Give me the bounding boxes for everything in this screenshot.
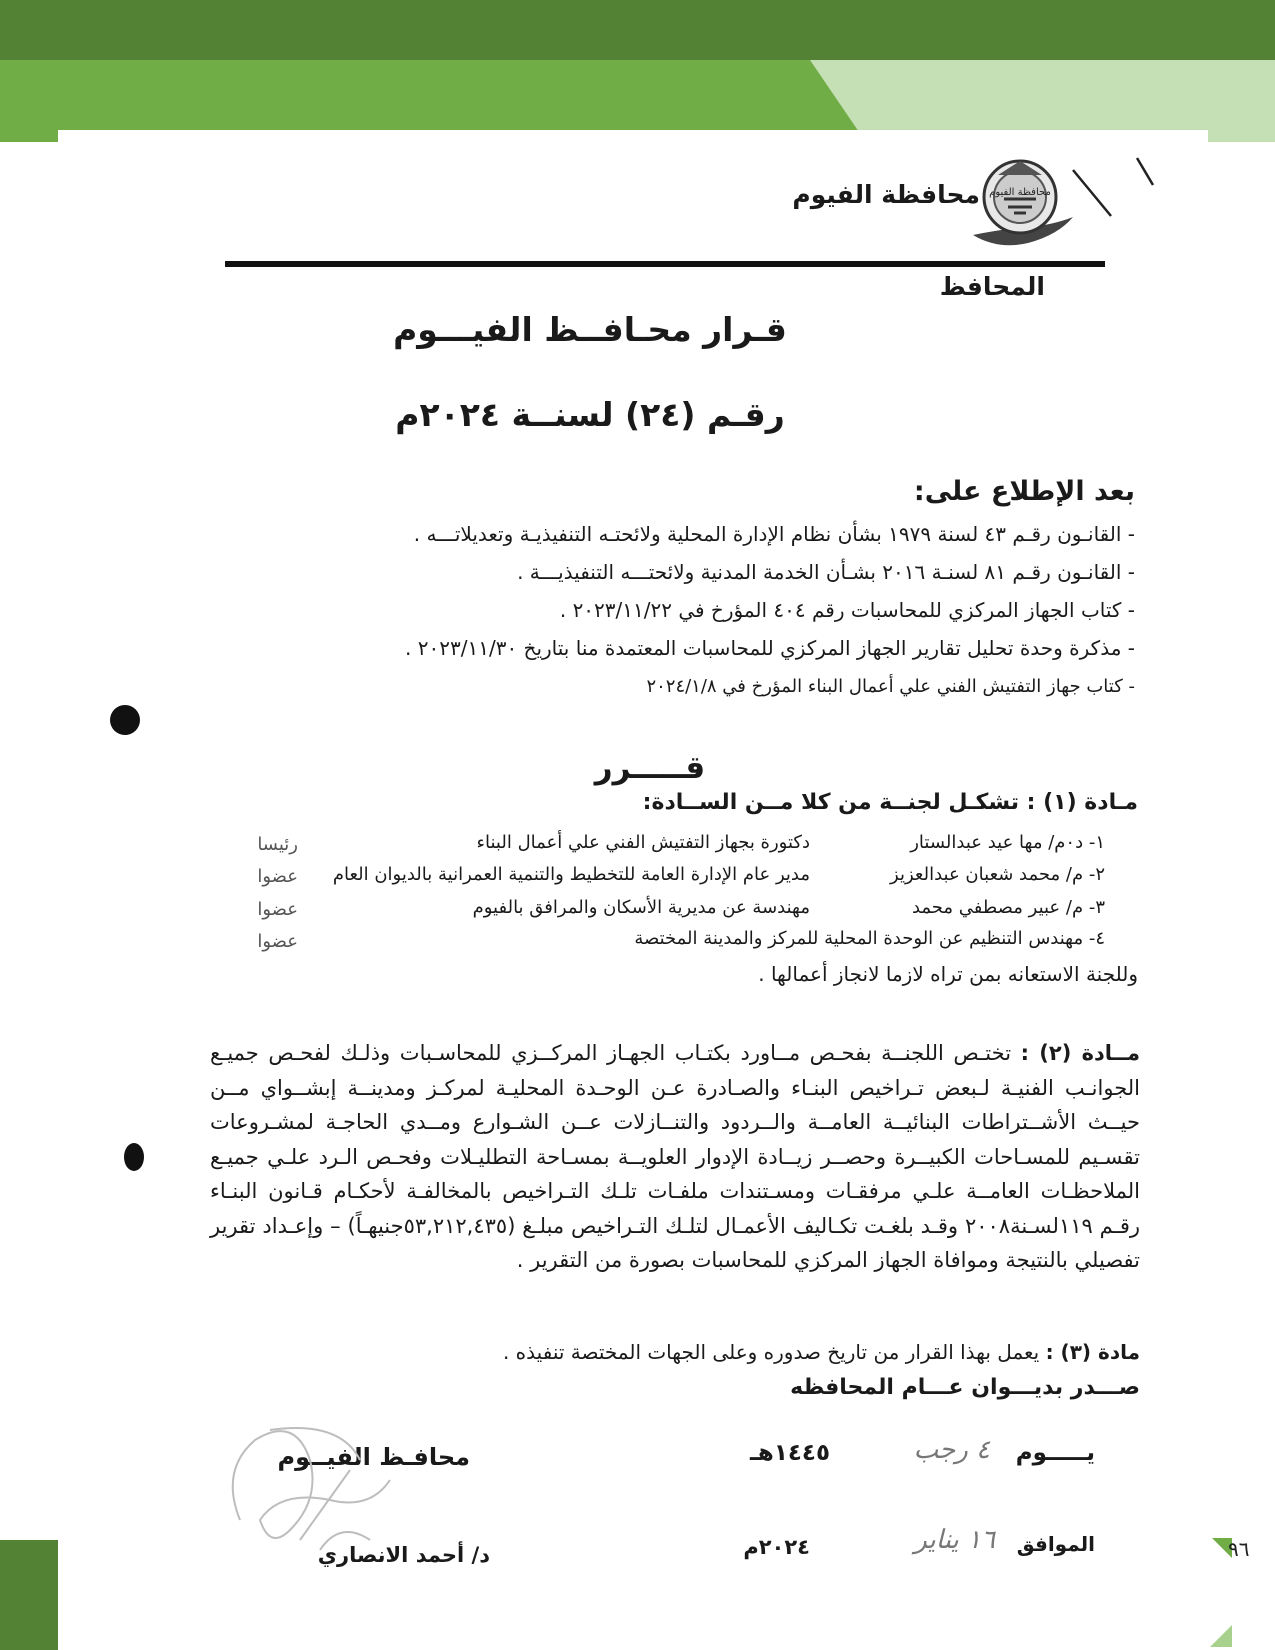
member-role: عضوا bbox=[257, 931, 298, 952]
reference-item: - القانـون رقـم ٤٣ لسنة ١٩٧٩ بشأن نظام الإدارة المحلية ولائحتـه التنفيذيـة وتعديلاتـــه . bbox=[413, 522, 1135, 546]
decided-heading: قـــــرر bbox=[594, 750, 706, 786]
governor-title: محافـظ الفيــوم bbox=[277, 1443, 470, 1471]
margin-pen-marks bbox=[1065, 150, 1160, 230]
member-name: ٤- مهندس التنظيم عن الوحدة المحلية للمركز والمدينة المختصة bbox=[634, 928, 1105, 949]
day-label: يـــــوم bbox=[1015, 1440, 1095, 1466]
signatory-name: د/ أحمد الانصاري bbox=[317, 1543, 490, 1567]
handwritten-gregorian-date: ١٦ يناير bbox=[914, 1525, 995, 1555]
gregorian-year: ٢٠٢٤م bbox=[743, 1535, 810, 1559]
article-3-text: يعمل بهذا القرار من تاريخ صدوره وعلى الجهات المختصة تنفيذه . bbox=[502, 1340, 1040, 1364]
punch-hole bbox=[110, 705, 140, 735]
svg-text:محافظة الفيوم: محافظة الفيوم bbox=[989, 187, 1051, 198]
reference-item: - كتاب الجهاز المركزي للمحاسبات رقم ٤٠٤ المؤرخ في ٢٠٢٣/١١/٢٢ . bbox=[559, 598, 1135, 622]
article-2-label: مــادة (٢) : bbox=[1020, 1041, 1140, 1065]
hijri-year: ١٤٤٥هـ bbox=[750, 1440, 830, 1466]
governor-label: المحافظ bbox=[939, 272, 1045, 301]
corner-triangle bbox=[1210, 1625, 1232, 1647]
reference-item: - كتاب جهاز التفتيش الفني علي أعمال البناء المؤرخ في ٢٠٢٤/١/٨ bbox=[646, 676, 1135, 697]
governorate-logo bbox=[968, 155, 1078, 255]
reference-item: - مذكرة وحدة تحليل تقارير الجهاز المركزي للمحاسبات المعتمدة منا بتاريخ ٢٠٢٣/١١/٣٠ . bbox=[405, 636, 1135, 660]
member-role: عضوا bbox=[257, 866, 298, 887]
member-role: عضوا bbox=[257, 899, 298, 920]
issued-at: صـــدر بديـــوان عـــام المحافظه bbox=[790, 1375, 1140, 1400]
governorate-name: محافظة الفيوم bbox=[792, 180, 980, 209]
corresponding-label: الموافق bbox=[1016, 1532, 1095, 1556]
decree-title: قـرار محـافــظ الفيـــوم bbox=[393, 310, 787, 349]
member-title: مهندسة عن مديرية الأسكان والمرافق بالفيوم bbox=[472, 897, 810, 918]
top-green-band bbox=[0, 0, 1275, 60]
article-3 bbox=[400, 1340, 1140, 1364]
member-role: رئيسا bbox=[257, 834, 298, 855]
article-1-heading: مـادة (١) : تشكـل لجنــة من كلا مــن الســادة: bbox=[642, 790, 1138, 815]
assistance-clause: وللجنة الاستعانه بمن تراه لازما لانجاز أعمالها . bbox=[758, 962, 1138, 986]
bottom-left-green-bar bbox=[0, 1540, 58, 1650]
page-number: ٩٦ bbox=[1228, 1537, 1250, 1561]
article-2 bbox=[210, 1036, 1140, 1278]
handwritten-day: ٤ رجب bbox=[913, 1435, 990, 1465]
member-title: دكتورة بجهاز التفتيش الفني علي أعمال البناء bbox=[476, 832, 810, 853]
member-name: ٣- م/ عبير مصطفي محمد bbox=[911, 897, 1105, 918]
article-2-text: تختـص اللجنــة بفحـص مــاورد بكتـاب الجهـاز المركــزي للمحاسـبات وذلـك لفحـص جميـع الجوانـب الفنيـة لـبعض تـراخيص البنـاء والصـادرة عـن الوحـدة المحليـة لمركـز ومدينــة إبشــواي مــن حيــث الأشــتراطات البنائيــة العامــة والــردود والتنــازلات عــن الشـوارع ومــدي الحاجـة لمشـروعات تقسـيم للمسـاحات الكبيــرة وحصــر زيــادة الإدوار العلويــة بمسـاحة التطليـلات وفحـص الـرد علـي جميـع الملاحظـات العامــة علـي مرفقـات ومسـتندات ملفـات تلـك التـراخيص بالمخالفـة لأحكـام قـانون البنـاء رقـم ١١٩لسـنة٢٠٠٨ وقـد بلغـت تكـاليف الأعمـال لتلـك التـراخيص مبلـغ (٥٣,٢١٢,٤٣٥جنيهـاً) – وإعـداد تقرير تفصيلي بالنتيجة وموافاة الجهاز المركزي للمحاسبات بصورة من التقرير . bbox=[210, 1041, 1140, 1272]
member-name: ٢- م/ محمد شعبان عبدالعزيز bbox=[890, 864, 1105, 885]
decree-number: رقـم (٢٤) لسنــة ٢٠٢٤م bbox=[395, 395, 785, 434]
punch-hole bbox=[124, 1143, 144, 1171]
member-name: ١- د٠م/ مها عيد عبدالستار bbox=[910, 832, 1105, 853]
header-rule bbox=[225, 261, 1105, 267]
preamble-heading: بعد الإطلاع على: bbox=[913, 476, 1135, 507]
reference-item: - القانـون رقـم ٨١ لسنـة ٢٠١٦ بشـأن الخدمة المدنية ولائحتـــه التنفيذيـــة . bbox=[517, 560, 1135, 584]
article-3-label: مادة (٣) : bbox=[1045, 1340, 1140, 1364]
member-title: مدير عام الإدارة العامة للتخطيط والتنمية العمرانية بالديوان العام bbox=[332, 864, 810, 885]
